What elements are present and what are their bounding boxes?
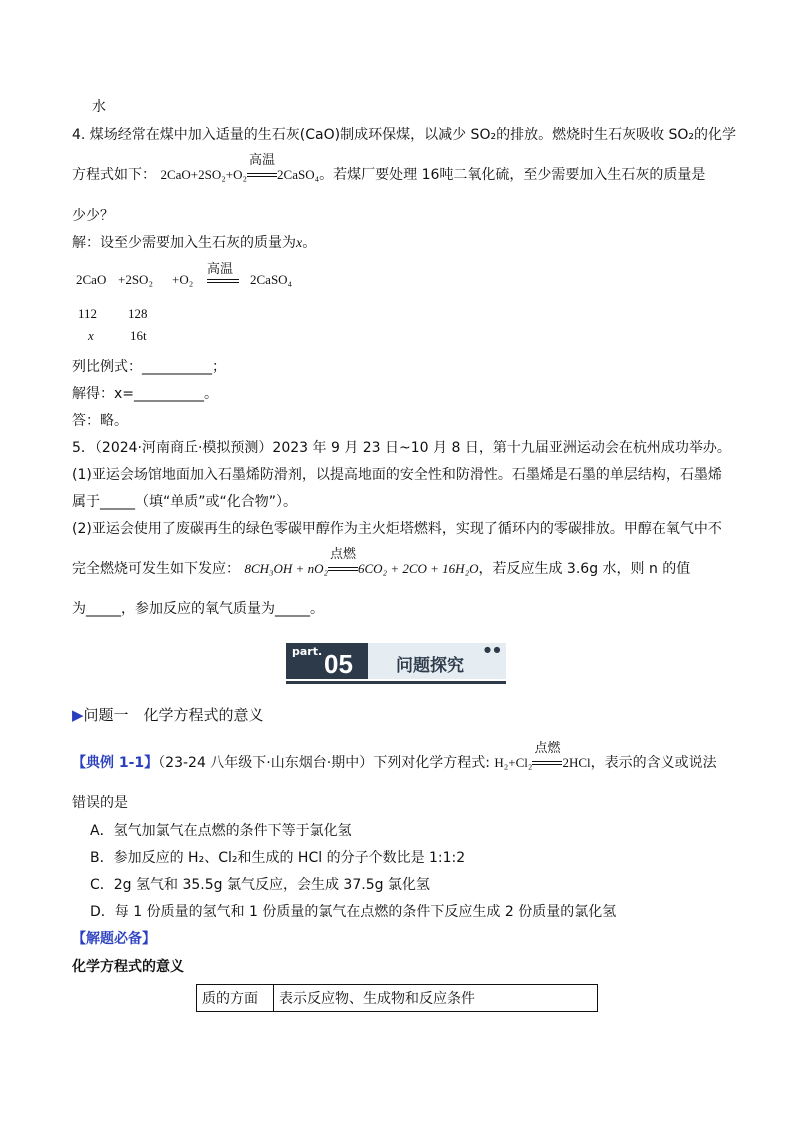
given-1: x [88, 328, 94, 343]
equals-sign-icon [247, 173, 277, 177]
q4-line2 [72, 153, 706, 184]
q5-condition-text: 点燃 [329, 547, 356, 562]
example-equation-condition [532, 741, 562, 771]
table-cell-meaning: 表示反应物、生成物和反应条件 [274, 985, 598, 1012]
calc-eq-condition: 高温 [207, 262, 234, 277]
q4-equation-left: 2CaO+2SO₂+O₂ [160, 167, 248, 182]
calc-eq-2: +2SO₂ [118, 272, 153, 287]
meaning-table [196, 984, 598, 1012]
q4-line2-post: 。若煤厂要处理 16吨二氧化硫，至少需要加入生石灰的质量是 [319, 167, 706, 183]
problem1-heading [72, 704, 264, 725]
option-a: A．氢气加氯气在点燃的条件下等于氯化氢 [90, 823, 352, 839]
q4-equation-condition [247, 153, 277, 183]
banner-underline [286, 681, 506, 684]
q5-part1-line1: (1)亚运会场馆地面加入石墨烯防滑剂，以提高地面的安全性和防滑性。石墨烯是石墨的单层结构，石墨烯 [72, 467, 722, 483]
q5-part2-line2 [72, 547, 691, 578]
example-equation-left: H₂+Cl₂ [494, 755, 533, 770]
example-source: （23-24 八年级下·山东烟台·期中）下列对化学方程式: [158, 755, 490, 771]
equals-sign-icon [207, 279, 239, 283]
q4-answer: 答：略。 [72, 413, 128, 429]
example-tag: 【典例 1-1】 [72, 755, 159, 771]
q5-equation-left: 8CH₃OH + nO₂ [244, 561, 328, 576]
banner-number: 05 [324, 649, 353, 679]
calc-eq-1: 2CaO [76, 272, 107, 287]
banner-title: 问题探究 [396, 656, 464, 676]
equals-sign-icon [532, 761, 562, 765]
example-line1 [72, 741, 717, 772]
table-cell-aspect: 质的方面 [197, 985, 274, 1012]
example-equation-right: 2HCl [562, 755, 591, 770]
mass-1: 112 [78, 306, 98, 321]
q5-part2-line3: 为_____，参加反应的氧气质量为_____。 [72, 601, 324, 617]
q4-solve: 解得：x=__________。 [72, 386, 219, 402]
example-line2: 错误的是 [72, 795, 128, 811]
calc-eq-4: 2CaSO₄ [250, 272, 293, 287]
q5-equation-condition [328, 547, 358, 577]
option-c: C．2g 氢气和 35.5g 氯气反应，会生成 37.5g 氯化氢 [90, 877, 430, 893]
q3-tail: 水 [92, 99, 106, 115]
q4-solution-end: 。 [302, 235, 317, 251]
q5-equation-right: 6CO₂ + 2CO + 16H₂O [358, 561, 479, 576]
q5-part2-line1: (2)亚运会使用了废碳再生的绿色零碳甲醇作为主火炬塔燃料，实现了循环内的零碳排放。甲醇在氧气中不 [72, 521, 722, 537]
q4-condition-text: 高温 [249, 153, 276, 168]
triangle-marker-icon: ▶ [72, 706, 84, 724]
option-b: B．参加反应的 H₂、Cl₂和生成的 HCl 的分子个数比是 1:1:2 [90, 850, 466, 866]
equals-sign-icon [328, 567, 358, 571]
example-line1-post: ，表示的含义或说法 [590, 755, 717, 771]
tips-tag: 【解题必备】 [72, 931, 156, 947]
q4-ratio: 列比例式：__________； [72, 359, 226, 375]
q5-line1: 5．（2024·河南商丘·模拟预测）2023 年 9 月 23 日~10 月 8 日，第十九届亚洲运动会在杭州成功举办。 [72, 440, 731, 456]
table-row [197, 985, 598, 1012]
q4-solution [72, 232, 316, 252]
q5-part2-pre: 完全燃烧可发生如下发应： [72, 561, 240, 577]
example-condition-text: 点燃 [534, 741, 561, 756]
option-d: D．每 1 份质量的氢气和 1 份质量的氯气在点燃的条件下反应生成 2 份质量的氯化氢 [90, 904, 617, 920]
q4-solution-var: x [296, 236, 303, 251]
q4-equation-right: 2CaSO₄ [277, 167, 320, 182]
section-banner [286, 643, 506, 685]
q4-solution-text: 解：设至少需要加入生石灰的质量为 [72, 235, 296, 251]
problem1-heading-text: 问题一 化学方程式的意义 [83, 706, 264, 724]
banner-part-label: part. [292, 645, 323, 658]
q4-line2-pre: 方程式如下： [72, 167, 156, 183]
given-2: 16t [130, 328, 147, 343]
q5-part1-line2: 属于_____（填“单质”或“化合物”）。 [72, 494, 298, 510]
q4-line3: 少少？ [72, 208, 114, 224]
q5-part2-post: ，若反应生成 3.6g 水，则 n 的值 [478, 561, 691, 577]
bubbles-icon: ● ● [484, 645, 501, 654]
q4-line1: 4. 煤场经常在煤中加入适量的生石灰(CaO)制成环保煤，以减少 SO₂的排放。燃烧时生石灰吸收 SO₂的化学 [72, 127, 737, 143]
tips-heading: 化学方程式的意义 [72, 959, 184, 975]
mass-2: 128 [128, 306, 148, 321]
calc-eq-3: +O₂ [172, 272, 194, 287]
